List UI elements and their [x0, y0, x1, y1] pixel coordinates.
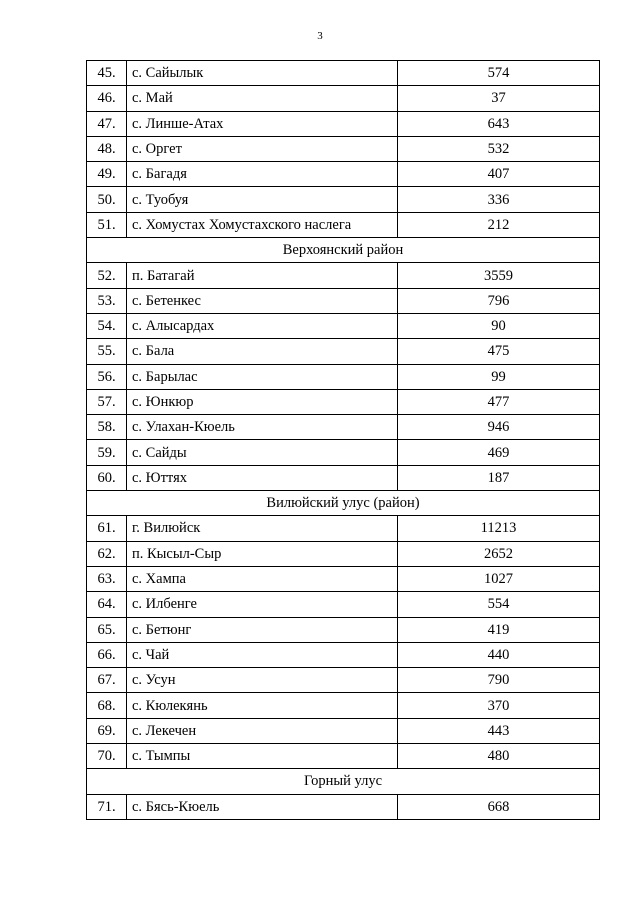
- settlement-name: с. Улахан-Кюель: [127, 415, 398, 440]
- table-row: [87, 212, 600, 237]
- settlement-name: г. Вилюйск: [127, 516, 398, 541]
- row-number: 69.: [87, 718, 127, 743]
- settlement-name: с. Бала: [127, 339, 398, 364]
- table-body: [87, 61, 600, 820]
- population-value: 469: [398, 440, 600, 465]
- table-row: [87, 313, 600, 338]
- population-value: 668: [398, 794, 600, 819]
- settlement-name: с. Барылас: [127, 364, 398, 389]
- table-row: [87, 364, 600, 389]
- row-number: 59.: [87, 440, 127, 465]
- row-number: 67.: [87, 668, 127, 693]
- table-row: [87, 162, 600, 187]
- settlement-name: с. Лекечен: [127, 718, 398, 743]
- row-number: 45.: [87, 61, 127, 86]
- population-value: 407: [398, 162, 600, 187]
- row-number: 51.: [87, 212, 127, 237]
- table-row: [87, 465, 600, 490]
- row-number: 58.: [87, 415, 127, 440]
- settlement-name: с. Усун: [127, 668, 398, 693]
- settlement-name: с. Хампа: [127, 566, 398, 591]
- settlement-name: с. Алысардах: [127, 313, 398, 338]
- table-row: [87, 794, 600, 819]
- population-value: 1027: [398, 566, 600, 591]
- row-number: 46.: [87, 86, 127, 111]
- section-header-row: [87, 491, 600, 516]
- settlement-name: с. Хомустах Хомустахского наслега: [127, 212, 398, 237]
- row-number: 47.: [87, 111, 127, 136]
- population-value: 37: [398, 86, 600, 111]
- population-value: 475: [398, 339, 600, 364]
- population-value: 3559: [398, 263, 600, 288]
- section-title: Горный улус: [87, 769, 600, 794]
- settlement-name: с. Кюлекянь: [127, 693, 398, 718]
- table-row: [87, 187, 600, 212]
- population-value: 90: [398, 313, 600, 338]
- settlement-name: п. Батагай: [127, 263, 398, 288]
- table-row: [87, 566, 600, 591]
- population-value: 440: [398, 642, 600, 667]
- population-value: 946: [398, 415, 600, 440]
- section-header-row: [87, 238, 600, 263]
- table-row: [87, 389, 600, 414]
- row-number: 57.: [87, 389, 127, 414]
- row-number: 54.: [87, 313, 127, 338]
- table-row: [87, 693, 600, 718]
- section-title: Верхоянский район: [87, 238, 600, 263]
- table-row: [87, 111, 600, 136]
- row-number: 60.: [87, 465, 127, 490]
- population-value: 336: [398, 187, 600, 212]
- row-number: 50.: [87, 187, 127, 212]
- population-value: 212: [398, 212, 600, 237]
- population-value: 796: [398, 288, 600, 313]
- table-row: [87, 61, 600, 86]
- settlement-name: с. Юттях: [127, 465, 398, 490]
- row-number: 63.: [87, 566, 127, 591]
- section-title: Вилюйский улус (район): [87, 491, 600, 516]
- row-number: 55.: [87, 339, 127, 364]
- population-value: 2652: [398, 541, 600, 566]
- population-value: 532: [398, 136, 600, 161]
- settlement-name: с. Юнкюр: [127, 389, 398, 414]
- population-value: 554: [398, 592, 600, 617]
- settlement-name: с. Сайылык: [127, 61, 398, 86]
- settlement-name: с. Май: [127, 86, 398, 111]
- table-row: [87, 86, 600, 111]
- section-header-row: [87, 769, 600, 794]
- table-row: [87, 642, 600, 667]
- row-number: 56.: [87, 364, 127, 389]
- settlement-name: с. Бясь-Кюель: [127, 794, 398, 819]
- table-row: [87, 415, 600, 440]
- population-value: 370: [398, 693, 600, 718]
- row-number: 49.: [87, 162, 127, 187]
- settlements-table: [86, 60, 600, 820]
- settlement-name: с. Багадя: [127, 162, 398, 187]
- table-row: [87, 136, 600, 161]
- row-number: 65.: [87, 617, 127, 642]
- population-value: 99: [398, 364, 600, 389]
- row-number: 70.: [87, 744, 127, 769]
- table-row: [87, 440, 600, 465]
- table-row: [87, 592, 600, 617]
- settlement-name: с. Тымпы: [127, 744, 398, 769]
- settlement-name: п. Кысыл-Сыр: [127, 541, 398, 566]
- row-number: 71.: [87, 794, 127, 819]
- population-value: 480: [398, 744, 600, 769]
- row-number: 68.: [87, 693, 127, 718]
- population-value: 419: [398, 617, 600, 642]
- population-value: 443: [398, 718, 600, 743]
- row-number: 62.: [87, 541, 127, 566]
- settlement-name: с. Бетюнг: [127, 617, 398, 642]
- population-value: 187: [398, 465, 600, 490]
- settlement-name: с. Оргет: [127, 136, 398, 161]
- settlement-name: с. Бетенкес: [127, 288, 398, 313]
- row-number: 61.: [87, 516, 127, 541]
- population-value: 574: [398, 61, 600, 86]
- table-row: [87, 339, 600, 364]
- settlement-name: с. Туобуя: [127, 187, 398, 212]
- settlement-name: с. Чай: [127, 642, 398, 667]
- settlement-name: с. Сайды: [127, 440, 398, 465]
- row-number: 48.: [87, 136, 127, 161]
- population-value: 790: [398, 668, 600, 693]
- row-number: 53.: [87, 288, 127, 313]
- table-row: [87, 668, 600, 693]
- table-row: [87, 718, 600, 743]
- table-row: [87, 263, 600, 288]
- table-row: [87, 516, 600, 541]
- row-number: 66.: [87, 642, 127, 667]
- row-number: 52.: [87, 263, 127, 288]
- page-number: 3: [317, 30, 323, 42]
- settlement-name: с. Илбенге: [127, 592, 398, 617]
- table-row: [87, 288, 600, 313]
- table-row: [87, 744, 600, 769]
- settlement-name: с. Линше-Атах: [127, 111, 398, 136]
- population-value: 11213: [398, 516, 600, 541]
- table-row: [87, 541, 600, 566]
- table-row: [87, 617, 600, 642]
- population-value: 477: [398, 389, 600, 414]
- population-value: 643: [398, 111, 600, 136]
- row-number: 64.: [87, 592, 127, 617]
